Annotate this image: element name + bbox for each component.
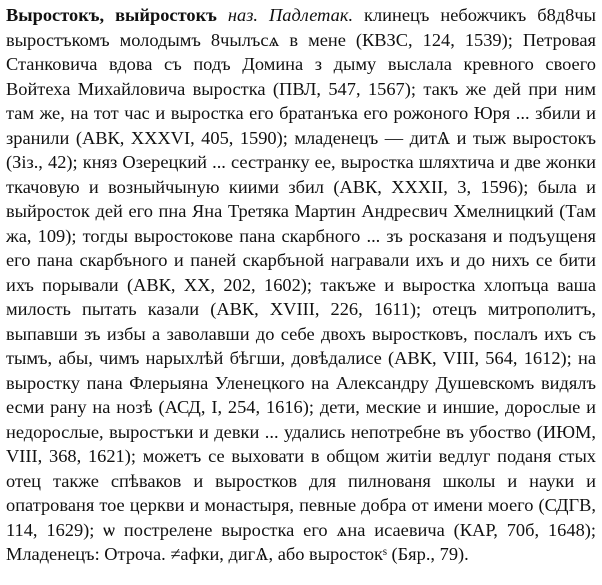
entry-headword: Выростокъ, выйростокъ: [6, 5, 217, 25]
entry-gloss: наз. Падлетак.: [227, 5, 354, 25]
entry-body: клинецъ небожчикъ б8д8чы выростъкомъ молодымъ 8чылъсѧ в мене (КВЗС, 124, 1539); Петровая Станковича вдова съ подъ Домина з дыму выслала кревного своего Войтеха Михайловича выростка (ПВЛ, 547, 1567); такъ же дей при ним там же, на тот час и выростка его братанъка его рожоного Юря ... збили и зранили (АВК, XXXVI, 405, 1590); младенецъ — дитѦ и тыж выростокъ (Зіз., 42); княз Озерецкий ... сестранку ее, выростка шляхтича и две жонки ткачовую и возныйчыную киими збил (АВК, XXXII, 3, 1596); была и выйросток дей его пна Яна Третяка Мартин Андресвич Хмелницкий (Там жа, 109); тогды выростокове пана скарбного ... зъ росказаня и подъущеня его пана скарбъного и паней скарбъной награвали ихъ и до нихъ се бити ихъ порывали (АВК, XX, 202, 1602); такъже и выростка хлопъца ваша милость пытать казали (АВК, XVIII, 226, 1611); отецъ митрополитъ, выпавши зъ избы а заволавши до себе двохъ выростковъ, послалъ ихъ съ тымъ, абы, чимъ нарыхлѣй бѣгши, довѣдалисе (АВК, VIII, 564, 1612); на выростку пана Флерыяна Уленецкого на Александру Душевскомъ видялъ есми рану на нозѣ (АСД, I, 254, 1616); дети, меские и иншие, дорослые и недорослые, выростъки и девки ... удались непотребне въ убоство (ИЮМ, VIII, 368, 1621); можетъ се выховати в общом житіи ведлуг поданя стых отец также спѣваков и выростков для пилнованя школы и науки и опатрованя тое церкви и монастыря, певные добра от имени моего (СДГВ, 114, 1629); ѡ пострелене выростка его ѧна исаевича (КАР, 70б, 1648); Младенецъ: Отроча. ≠афки, дигѦ, або выростокˢ (Бяр., 79).: [6, 5, 596, 564]
dictionary-entry: [6, 3, 596, 567]
